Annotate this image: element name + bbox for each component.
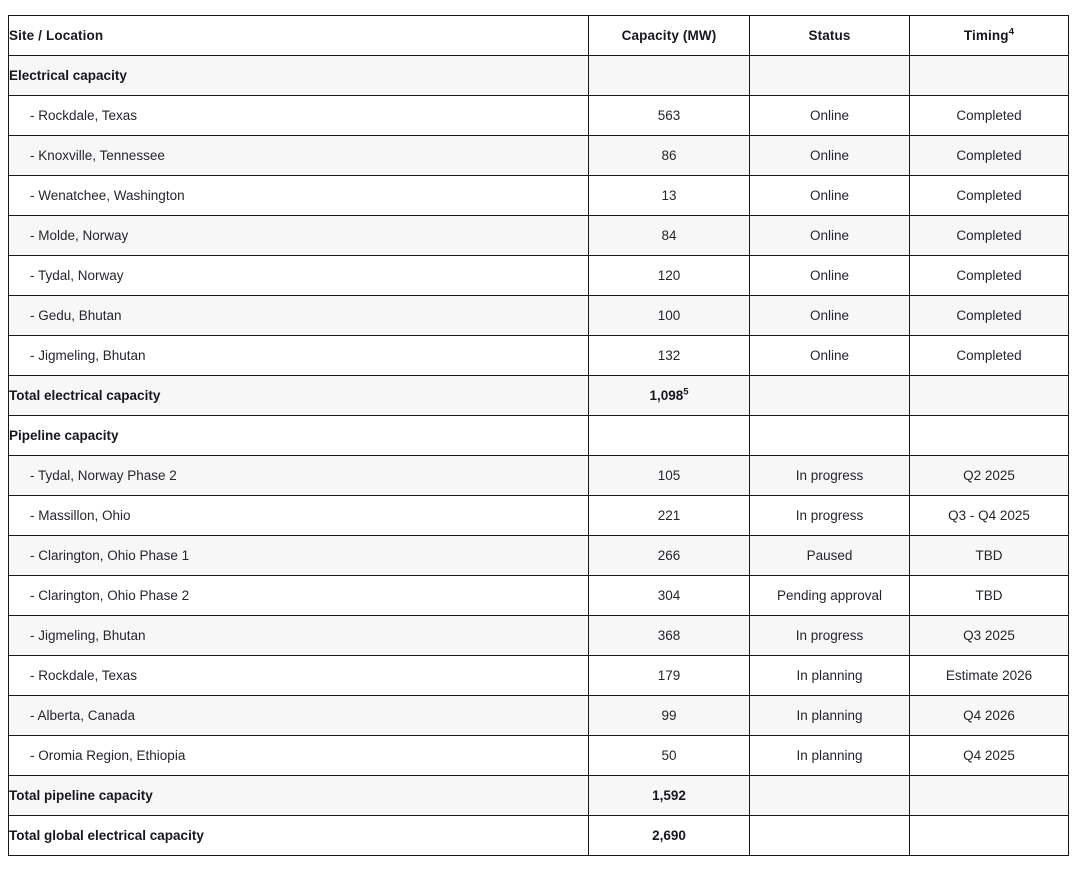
- row-status-value: Online: [750, 96, 910, 136]
- row-site-label: - Jigmeling, Bhutan: [9, 336, 589, 376]
- row-status-value: [750, 416, 910, 456]
- row-timing-value: [910, 56, 1069, 96]
- row-timing-value: Q2 2025: [910, 456, 1069, 496]
- table-row: [9, 176, 1069, 216]
- row-capacity-value: 50: [589, 736, 750, 776]
- row-timing-value: [910, 816, 1069, 856]
- row-capacity-value: 13: [589, 176, 750, 216]
- row-capacity-value: 86: [589, 136, 750, 176]
- row-timing-value: Completed: [910, 216, 1069, 256]
- row-section-label: Electrical capacity: [9, 56, 589, 96]
- row-status-value: In progress: [750, 496, 910, 536]
- table-row: [9, 696, 1069, 736]
- row-site-label: - Rockdale, Texas: [9, 96, 589, 136]
- row-status-value: In planning: [750, 696, 910, 736]
- table-row: [9, 776, 1069, 816]
- row-timing-value: Completed: [910, 176, 1069, 216]
- table-row: [9, 416, 1069, 456]
- table-row: [9, 656, 1069, 696]
- row-status-value: Paused: [750, 536, 910, 576]
- row-capacity-value: 99: [589, 696, 750, 736]
- table-row: [9, 256, 1069, 296]
- row-site-label: - Tydal, Norway: [9, 256, 589, 296]
- row-site-label: - Tydal, Norway Phase 2: [9, 456, 589, 496]
- table-row: [9, 376, 1069, 416]
- row-capacity-value: 120: [589, 256, 750, 296]
- table-header-row: [9, 16, 1069, 56]
- row-site-label: - Clarington, Ohio Phase 2: [9, 576, 589, 616]
- row-timing-value: Q4 2025: [910, 736, 1069, 776]
- table-row: [9, 136, 1069, 176]
- row-timing-value: Q3 2025: [910, 616, 1069, 656]
- row-timing-value: Completed: [910, 96, 1069, 136]
- row-total-label: Total global electrical capacity: [9, 816, 589, 856]
- row-status-value: [750, 816, 910, 856]
- row-status-value: Online: [750, 296, 910, 336]
- row-capacity-value: 179: [589, 656, 750, 696]
- row-site-label: - Clarington, Ohio Phase 1: [9, 536, 589, 576]
- row-capacity-value: 132: [589, 336, 750, 376]
- table-row: [9, 816, 1069, 856]
- row-site-label: - Wenatchee, Washington: [9, 176, 589, 216]
- row-site-label: - Alberta, Canada: [9, 696, 589, 736]
- table-row: [9, 216, 1069, 256]
- row-section-label: Pipeline capacity: [9, 416, 589, 456]
- row-status-value: Online: [750, 336, 910, 376]
- table-row: [9, 456, 1069, 496]
- row-total-label: Total electrical capacity: [9, 376, 589, 416]
- table-row: [9, 296, 1069, 336]
- row-status-value: Online: [750, 256, 910, 296]
- row-site-label: - Molde, Norway: [9, 216, 589, 256]
- footnote-marker: 5: [683, 386, 689, 398]
- row-site-label: - Massillon, Ohio: [9, 496, 589, 536]
- table-row: [9, 56, 1069, 96]
- row-timing-value: [910, 416, 1069, 456]
- table-row: [9, 616, 1069, 656]
- row-capacity-value: 304: [589, 576, 750, 616]
- row-timing-value: [910, 376, 1069, 416]
- row-site-label: - Rockdale, Texas: [9, 656, 589, 696]
- row-timing-value: Estimate 2026: [910, 656, 1069, 696]
- row-status-value: [750, 376, 910, 416]
- row-status-value: Online: [750, 216, 910, 256]
- column-header-timing: Timing$^4$: [910, 16, 1069, 56]
- row-timing-value: Completed: [910, 336, 1069, 376]
- row-capacity-value: 221: [589, 496, 750, 536]
- row-status-value: In progress: [750, 616, 910, 656]
- column-header-site: Site / Location: [9, 16, 589, 56]
- table-header: [9, 16, 1069, 56]
- row-capacity-value: 2,690: [589, 816, 750, 856]
- table-row: [9, 536, 1069, 576]
- table-row: [9, 576, 1069, 616]
- table-row: [9, 336, 1069, 376]
- row-capacity-value: [589, 56, 750, 96]
- row-capacity-value: 105: [589, 456, 750, 496]
- row-capacity-value: 563: [589, 96, 750, 136]
- row-timing-value: [910, 776, 1069, 816]
- row-timing-value: TBD: [910, 576, 1069, 616]
- row-timing-value: Q4 2026: [910, 696, 1069, 736]
- row-capacity-value: 266: [589, 536, 750, 576]
- row-status-value: In planning: [750, 736, 910, 776]
- row-status-value: In planning: [750, 656, 910, 696]
- table-body: [9, 56, 1069, 856]
- row-status-value: Online: [750, 136, 910, 176]
- row-status-value: [750, 776, 910, 816]
- row-capacity-value: 368: [589, 616, 750, 656]
- row-timing-value: Completed: [910, 136, 1069, 176]
- row-status-value: Online: [750, 176, 910, 216]
- row-site-label: - Gedu, Bhutan: [9, 296, 589, 336]
- table-row: [9, 96, 1069, 136]
- row-capacity-value: 100: [589, 296, 750, 336]
- row-timing-value: Completed: [910, 296, 1069, 336]
- row-status-value: Pending approval: [750, 576, 910, 616]
- footnote-marker: 4: [1008, 26, 1015, 38]
- row-capacity-value: 1,098$^5$: [589, 376, 750, 416]
- capacity-table: [8, 15, 1069, 856]
- row-total-label: Total pipeline capacity: [9, 776, 589, 816]
- row-site-label: - Oromia Region, Ethiopia: [9, 736, 589, 776]
- row-timing-value: Q3 - Q4 2025: [910, 496, 1069, 536]
- row-status-value: In progress: [750, 456, 910, 496]
- row-site-label: - Jigmeling, Bhutan: [9, 616, 589, 656]
- table-row: [9, 496, 1069, 536]
- row-site-label: - Knoxville, Tennessee: [9, 136, 589, 176]
- row-timing-value: TBD: [910, 536, 1069, 576]
- row-capacity-value: 84: [589, 216, 750, 256]
- row-capacity-value: 1,592: [589, 776, 750, 816]
- column-header-capacity: Capacity (MW): [589, 16, 750, 56]
- table-row: [9, 736, 1069, 776]
- row-status-value: [750, 56, 910, 96]
- row-timing-value: Completed: [910, 256, 1069, 296]
- row-capacity-value: [589, 416, 750, 456]
- column-header-status: Status: [750, 16, 910, 56]
